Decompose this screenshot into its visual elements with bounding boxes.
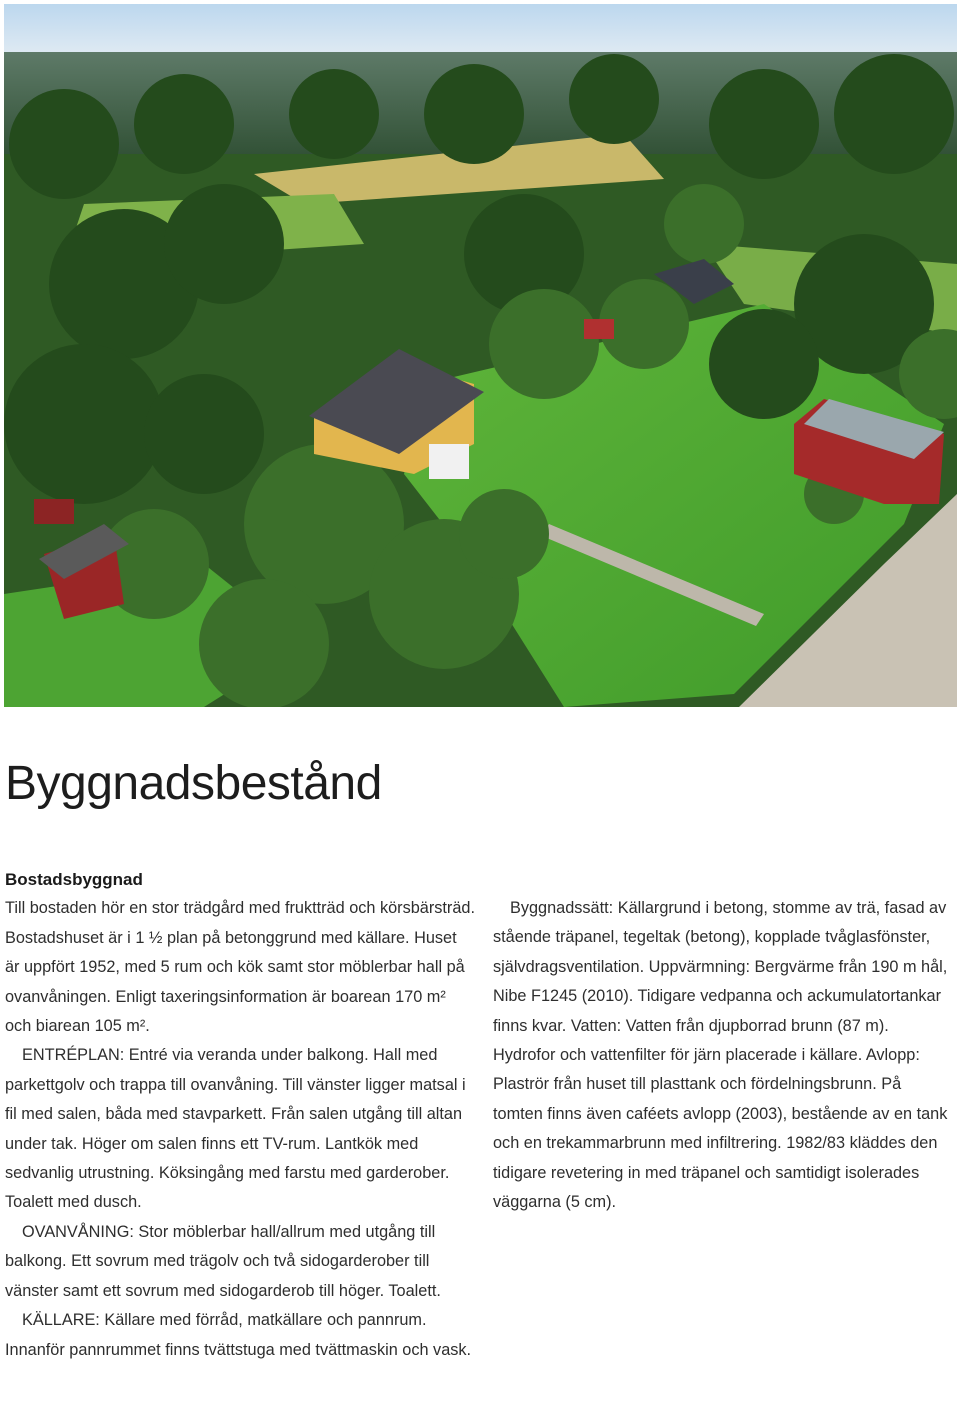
section-subheading: Bostadsbyggnad	[5, 870, 143, 889]
aerial-photo	[4, 4, 957, 707]
kallare-paragraph: KÄLLARE: Källare med förråd, matkällare och pannrum. Innanför pannrummet finns tvättstuga med tvättmaskin och vask.	[5, 1311, 472, 1359]
right-column	[493, 894, 955, 1217]
ovanvaning-paragraph: OVANVÅNING: Stor möblerbar hall/allrum med utgång till balkong. Ett sovrum med trägolv och två sidogarderober till vänster samt ett sovrum med sidogarderob till höger. Toalett.	[5, 1222, 441, 1300]
page-title: Byggnadsbestånd	[5, 757, 382, 810]
construction-paragraph: Byggnadssätt: Källargrund i betong, stomme av trä, fasad av stående träpanel, tegeltak (betong), kopplade tvåglasfönster, självdragsventilation. Uppvärmning: Bergvärme från 190 m hål, Nibe F1245 (2010). Tidigare vedpanna och ackumulatortankar finns kvar. Vatten: Vatten från djupborrad brunn (87 m). Hydrofor och vattenfilter för järn placerade i källare. Avlopp: Plaströr från huset till plasttank och fördelningsbrunn. På tomten finns även caféets avlopp (2003), bestående av en tank och en trekammarbrunn med infiltrering. 1982/83 kläddes den tidigare revetering in med träpanel och samtidigt isolerades väggarna (5 cm).	[493, 899, 948, 1212]
aerial-photo-image	[4, 4, 957, 707]
entreplan-paragraph: ENTRÉPLAN: Entré via veranda under balkong. Hall med parkettgolv och trappa till ovanvåning. Till vänster ligger matsal i fil med salen, båda med stavparkett. Från salen utgång till altan under tak. Höger om salen finns ett TV-rum. Lantkök med sedvanlig utrustning. Köksingång med farstu med garderober. Toalett med dusch.	[5, 1046, 466, 1212]
left-column	[5, 865, 475, 1365]
intro-paragraph: Till bostaden hör en stor trädgård med fruktträd och körsbärsträd. Bostadshuset är i 1 ½ plan på betonggrund med källare. Huset är uppfört 1952, med 5 rum och kök samt stor möblerbar hall på ovanvåningen. Enligt taxeringsinformation är boarean 170 m² och biarean 105 m².	[5, 899, 475, 1036]
